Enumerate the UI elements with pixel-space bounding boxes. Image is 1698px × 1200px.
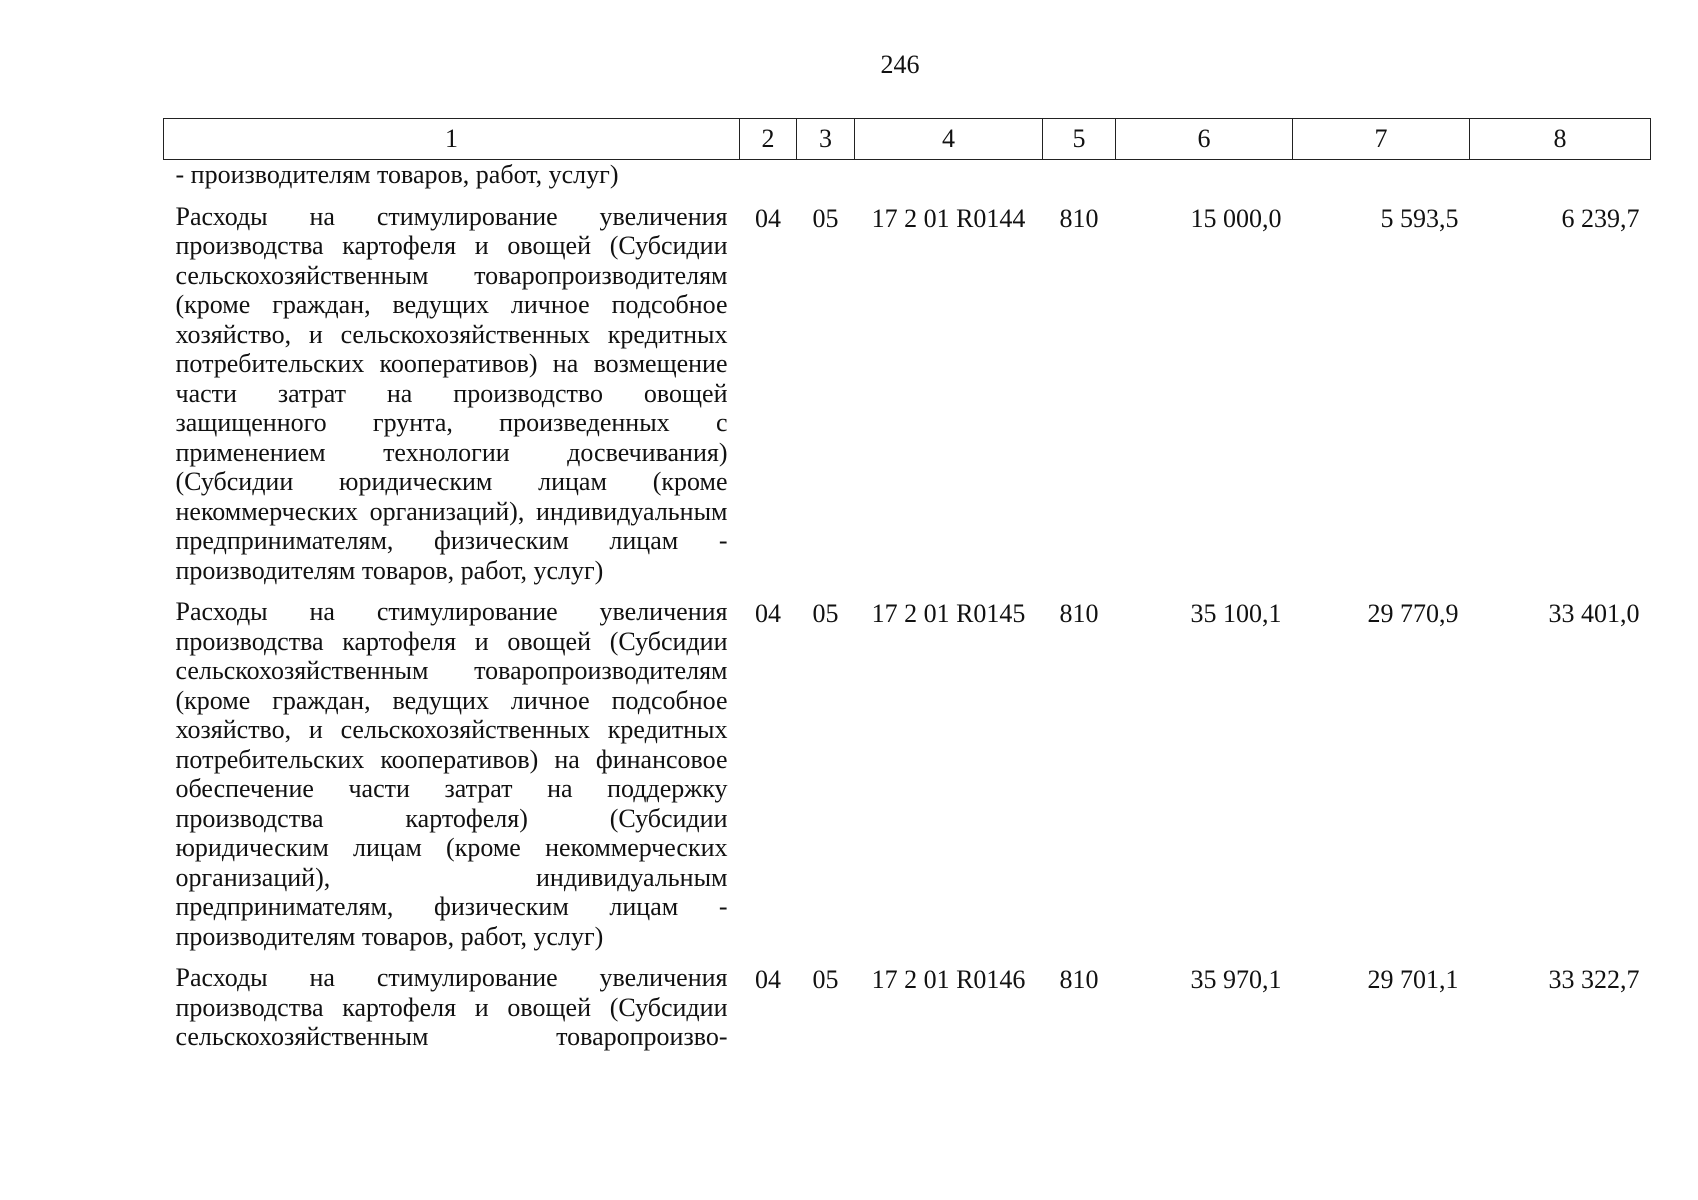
row-amount-col8: 33 401,0 [1548, 599, 1640, 628]
row-amount-col6: 15 000,0 [1190, 203, 1282, 233]
row-expense-type: 810 [1059, 203, 1099, 233]
row-amount-col6: 35 100,1 [1190, 599, 1282, 628]
column-header: 2 [740, 119, 797, 160]
table-header-row [164, 119, 1651, 160]
row-subsection-code: 05 [812, 599, 839, 628]
row-amount-col8: 33 322,7 [1548, 965, 1640, 994]
continuation-text: - производителям товаров, работ, услуг) [175, 160, 619, 189]
column-header: 4 [855, 119, 1043, 160]
column-header: 8 [1470, 119, 1651, 160]
row-expense-type: 810 [1059, 965, 1099, 994]
column-header: 1 [164, 119, 740, 160]
row-description: Расходы на стимулирование увеличения производства картофеля и овощей (Субсидии сельскохозяйственным товаропроизводителям (кроме граждан, ведущих личное подсобное хозяйство, и сельскохозяйственных кредитных потребительских кооперативов) на финансовое обеспечение части затрат на поддержку производства картофеля) (Субсидии юридическим лицам (кроме некоммерческих организаций), индивидуальным предпринимателям, физическим лицам - производителям товаров, работ, услуг) [175, 597, 728, 951]
row-amount-col7: 29 770,9 [1367, 599, 1459, 628]
table-row [164, 597, 1651, 963]
row-subsection-code: 05 [812, 965, 839, 994]
column-header: 3 [797, 119, 855, 160]
row-section-code: 04 [755, 965, 781, 994]
column-header: 6 [1116, 119, 1293, 160]
row-amount-col7: 29 701,1 [1367, 965, 1459, 994]
row-target-article: 17 2 01 R0145 [871, 599, 1026, 628]
row-description: Расходы на стимулирование увеличения производства картофеля и овощей (Субсидии сельскохозяйственным товаропроизво- [175, 963, 728, 1051]
row-target-article: 17 2 01 R0146 [871, 965, 1026, 994]
row-amount-col8: 6 239,7 [1561, 203, 1640, 233]
table-row [164, 202, 1651, 598]
row-amount-col6: 35 970,1 [1190, 965, 1282, 994]
row-description: Расходы на стимулирование увеличения производства картофеля и овощей (Субсидии сельскохозяйственным товаропроизводителям (кроме граждан, ведущих личное подсобное хозяйство, и сельскохозяйственных кредитных потребительских кооперативов) на возмещение части затрат на производство овощей защищенного грунта, произведенных с применением технологии досвечивания) (Субсидии юридическим лицам (кроме некоммерческих организаций), индивидуальным предпринимателям, физическим лицам - производителям товаров, работ, услуг) [175, 201, 728, 585]
column-header: 7 [1293, 119, 1470, 160]
row-section-code: 04 [755, 599, 781, 628]
column-header: 5 [1043, 119, 1116, 160]
table-row [164, 963, 1651, 1064]
budget-table [163, 118, 1651, 1064]
row-expense-type: 810 [1059, 599, 1099, 628]
table-row-continuation [164, 160, 1651, 202]
row-section-code: 04 [755, 203, 781, 233]
page-number: 246 [880, 50, 920, 79]
row-target-article: 17 2 01 R0144 [871, 203, 1026, 233]
row-amount-col7: 5 593,5 [1380, 203, 1459, 233]
row-subsection-code: 05 [812, 203, 839, 233]
